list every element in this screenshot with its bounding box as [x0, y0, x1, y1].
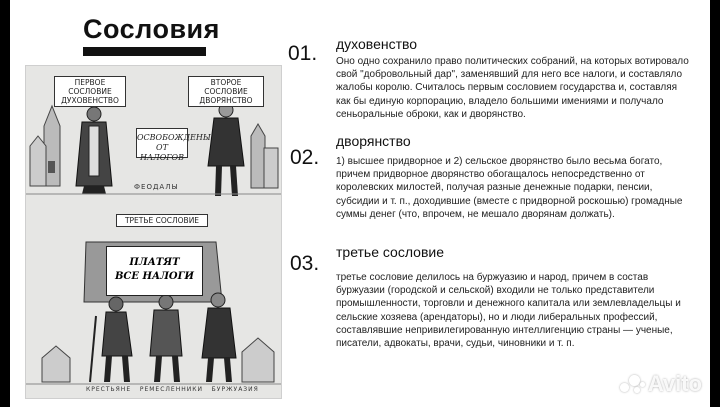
title-underline	[83, 47, 206, 56]
illustration-drawing	[26, 66, 281, 398]
avito-watermark-text: Avito	[647, 371, 702, 396]
pay-all-taxes-sign	[106, 246, 203, 296]
estates-illustration	[25, 65, 282, 399]
third-estate-banner: ТРЕТЬЕ СОСЛОВИЕ	[116, 214, 208, 227]
section-heading-2: дворянство	[336, 133, 411, 149]
section-heading-1: духовенство	[336, 36, 418, 52]
section-text-2: 1) высшее придворное и 2) сельское дворянство было весьма богато, причем придворное дворянство обогащалось непосредственно от королевских милостей, получая разные денежные подарки, пенсии, субсидии и т. п., доходившие (вместе с придворной роскошью) громадные суммы денег (что, впрочем, не мешало дворянам должать).	[336, 156, 683, 220]
section-heading-3: третье сословие	[336, 244, 445, 260]
section-number-3: 03.	[290, 252, 320, 275]
pay-sign-line1: ПЛАТЯТ	[129, 257, 180, 268]
section-text-1: Оно одно сохранило право политических собраний, на которых вотировало свой "добровольный дар", заменявший для него все налоги, и составляло жалобы королю. Считалось первым сословием государства и, составляя как бы единую корпорацию, владело большими имениями и получало сеньоральные оброки, как и дворянство.	[336, 56, 689, 120]
first-estate-banner: ПЕРВОЕ СОСЛОВИЕ ДУХОВЕНСТВО	[54, 76, 126, 107]
feudals-caption: ФЕОДАЛЫ	[134, 183, 179, 191]
avito-logo-icon	[620, 373, 646, 395]
slide-title: Сословия	[83, 14, 220, 44]
section-text-3: третье сословие делилось на буржуазию и народ, причем в состав буржуазии (городской и сельской) входили не только представители промышленности, торговли и денежного капитала или землевладельцы и сельские хозяева (арендаторы), но и люди либеральных профессий, составлявшие непривилегированную интеллигенцию страны — ученые, писатели, адвокаты, врачи, судьи, чиновники и т. п.	[336, 272, 681, 350]
pay-sign-line2: ВСЕ НАЛОГИ	[114, 271, 194, 282]
avito-watermark	[620, 371, 702, 397]
section-number-2: 02.	[290, 146, 320, 169]
section-number-1: 01.	[288, 42, 318, 65]
exempt-from-taxes-plaque: ОСВОБОЖДЕНЫ ОТ НАЛОГОВ	[136, 128, 188, 158]
second-estate-banner: ВТОРОЕ СОСЛОВИЕ ДВОРЯНСТВО	[188, 76, 264, 107]
slide	[10, 0, 710, 407]
bottom-estates-caption: КРЕСТЬЯНЕ РЕМЕСЛЕННИКИ БУРЖУАЗИЯ	[86, 386, 259, 393]
